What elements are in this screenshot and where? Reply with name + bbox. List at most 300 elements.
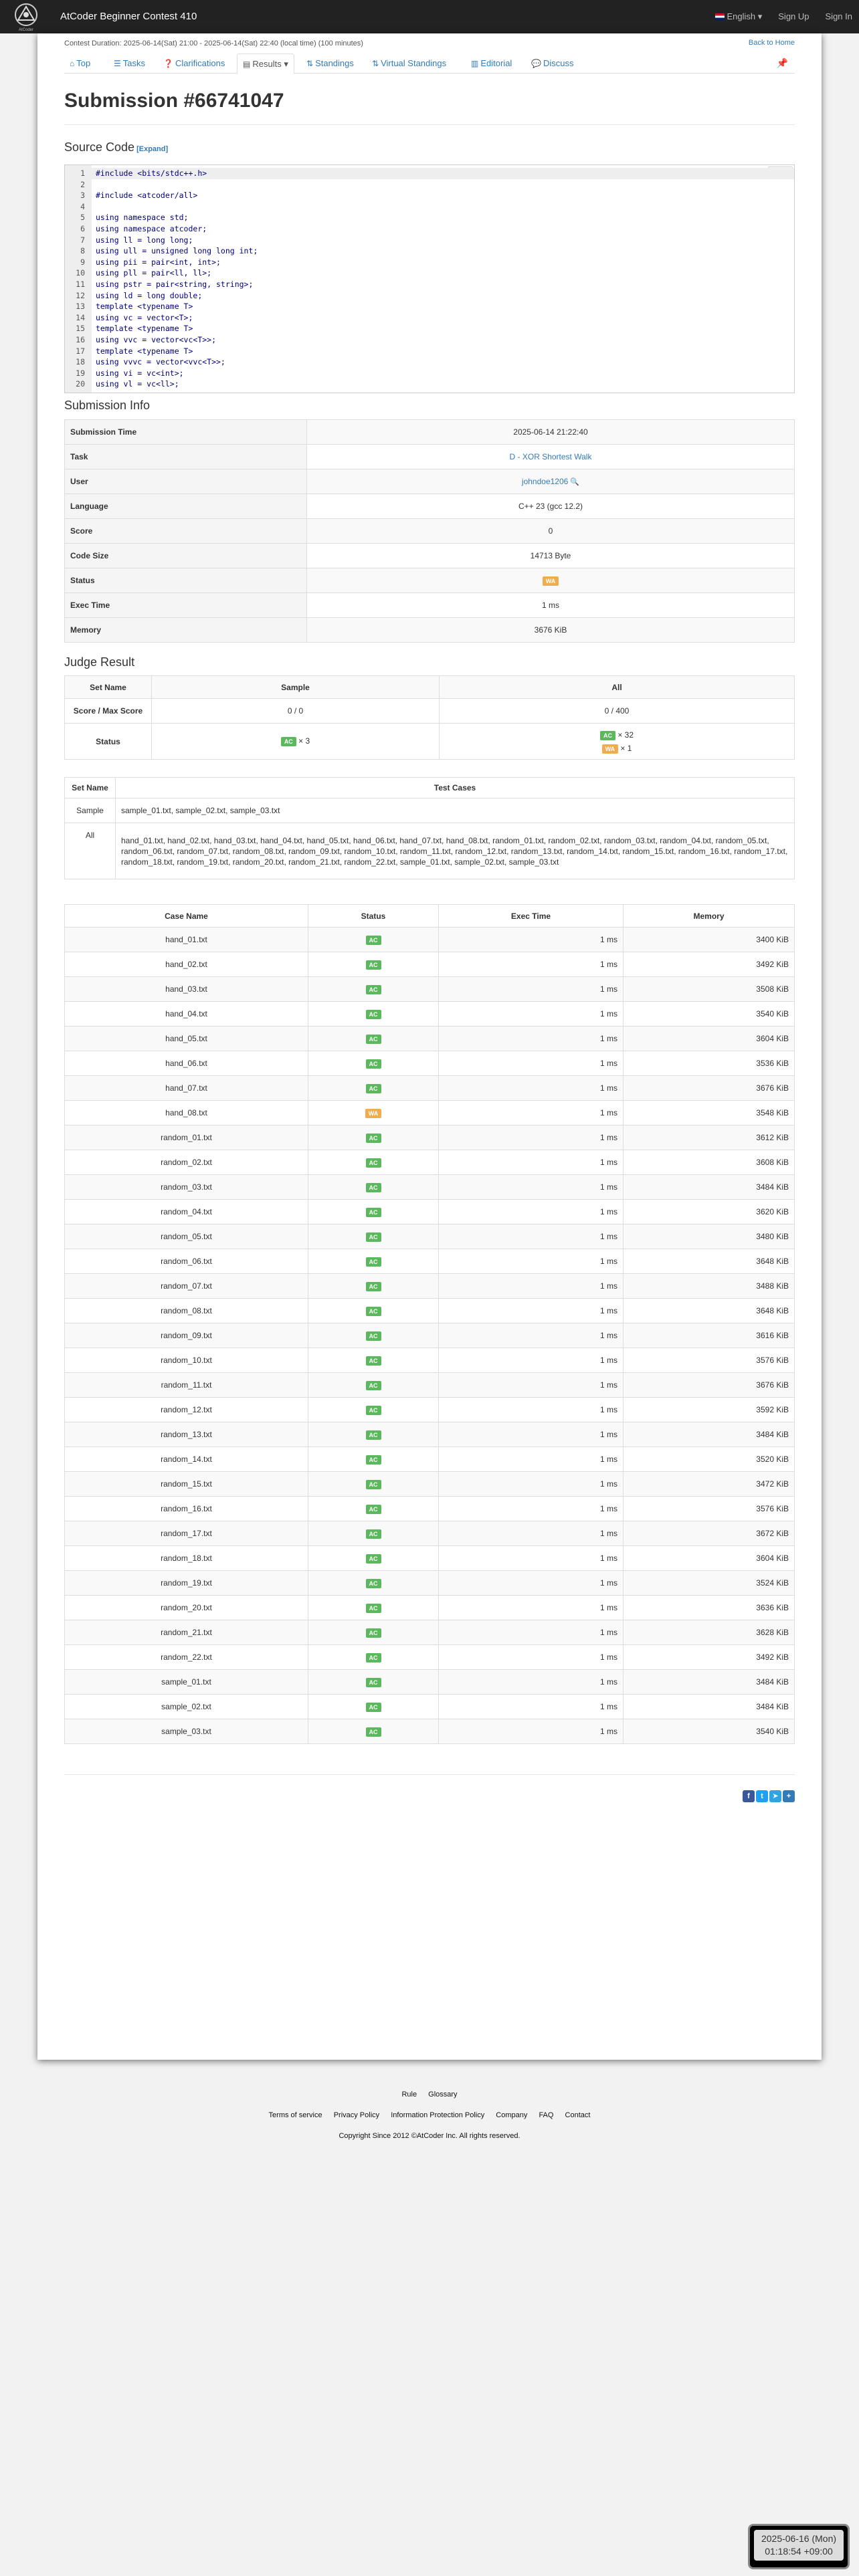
status-badge: AC [366,1232,381,1242]
table-row [65,1125,795,1150]
info-link[interactable]: D - XOR Shortest Walk [509,452,592,461]
status-badge: AC [366,1529,381,1539]
code-text: using pll = pair<ll, ll>; [96,268,212,278]
footer-company-link[interactable]: Company [496,2111,528,2119]
info-value: 3676 KiB [534,625,567,635]
status-badge: AC [366,960,381,970]
case-exec-time: 1 ms [439,1200,624,1224]
code-line [65,245,794,257]
table-row [65,1447,795,1472]
case-memory: 3604 KiB [624,1546,795,1571]
footer-faq-link[interactable]: FAQ [539,2111,554,2119]
share-plus-icon[interactable]: + [783,1790,795,1802]
tab-discuss[interactable]: 💬 Discuss [531,58,574,68]
info-row [65,544,795,568]
case-name: random_11.txt [65,1373,308,1398]
info-row [65,445,795,469]
table-row [65,1645,795,1670]
case-status-cell [308,1596,439,1620]
judge-col-sample: Sample [152,676,440,699]
status-badge: AC [366,1480,381,1489]
sign-up-link[interactable]: Sign Up [778,11,809,21]
table-row [65,1200,795,1224]
case-memory: 3628 KiB [624,1620,795,1645]
footer-glossary-link[interactable]: Glossary [428,2090,458,2099]
table-row [65,1571,795,1596]
submission-info-heading: Submission Info [64,399,151,412]
line-number: 17 [76,346,85,356]
case-status-cell [308,1398,439,1422]
case-status-cell [308,1299,439,1323]
twitter-icon[interactable]: t [756,1790,768,1802]
case-status-cell [308,952,439,977]
home-icon: ⌂ [70,59,75,68]
case-name: sample_02.txt [65,1695,308,1719]
line-number: 1 [80,169,85,178]
case-name: hand_02.txt [65,952,308,977]
case-memory: 3540 KiB [624,1002,795,1027]
case-memory: 3520 KiB [624,1447,795,1472]
status-badge: AC [366,1727,381,1737]
code-text: template <typename T> [96,302,193,312]
table-row [65,1695,795,1719]
code-line [65,279,794,290]
case-status-cell [308,1373,439,1398]
case-exec-time: 1 ms [439,1274,624,1299]
code-line [65,267,794,279]
sort-icon: ⇅ [372,59,379,68]
case-memory: 3676 KiB [624,1076,795,1101]
code-text: using ll = long long; [96,235,193,245]
table-row [65,1348,795,1373]
case-memory: 3488 KiB [624,1274,795,1299]
code-text: using vvvc = vector<vvc<T>>; [96,357,225,367]
ac-badge: AC [600,731,615,740]
case-status-cell [308,1447,439,1472]
table-row [65,1002,795,1027]
status-badge: AC [366,1134,381,1143]
pin-icon[interactable]: 📌 [776,58,788,68]
info-value-cell [307,519,795,544]
case-status-cell [308,1719,439,1744]
table-row [65,1546,795,1571]
code-text: #include <bits/stdc++.h> [96,169,207,178]
ac-count: × 32 [617,730,634,740]
status-badge: AC [366,1678,381,1687]
divider [64,1774,795,1775]
set-name: All [65,823,116,879]
case-exec-time: 1 ms [439,1175,624,1200]
case-memory: 3592 KiB [624,1398,795,1422]
info-value: 14713 Byte [530,551,571,560]
case-status-cell [308,1274,439,1299]
table-row [65,1051,795,1076]
case-status-cell [308,1175,439,1200]
info-key: Memory [65,618,307,643]
tab-virtual-standings[interactable]: ⇅ Virtual Standings [372,58,447,68]
case-status-cell [308,1224,439,1249]
case-status-cell [308,1150,439,1175]
case-exec-time: 1 ms [439,1101,624,1125]
status-label: Status [65,724,152,760]
case-memory: 3636 KiB [624,1596,795,1620]
case-exec-time: 1 ms [439,1719,624,1744]
case-name: random_17.txt [65,1521,308,1546]
case-memory: 3484 KiB [624,1670,795,1695]
table-row [65,1719,795,1744]
code-line [65,323,794,334]
table-row [65,1670,795,1695]
case-name: random_07.txt [65,1274,308,1299]
facebook-icon[interactable]: f [743,1790,755,1802]
footer-rule-link[interactable]: Rule [401,2090,417,2099]
line-number: 11 [76,280,85,289]
code-text: using namespace std; [96,213,189,223]
case-exec-time: 1 ms [439,1373,624,1398]
table-row [65,1027,795,1051]
set-name: Sample [65,798,116,823]
status-badge: AC [366,1628,381,1638]
case-exec-time: 1 ms [439,1645,624,1670]
tab-standings[interactable]: ⇅ Standings [306,58,354,68]
case-name: sample_01.txt [65,1670,308,1695]
line-number: 19 [76,368,85,378]
code-line [65,379,794,390]
clock-face [754,2530,844,2561]
book-icon: ▥ [471,59,479,68]
case-memory: 3604 KiB [624,1027,795,1051]
info-value-cell [307,445,795,469]
status-badge: AC [366,1505,381,1514]
case-memory: 3508 KiB [624,977,795,1002]
case-exec-time: 1 ms [439,1224,624,1249]
info-link[interactable]: johndoe1206 [521,477,569,486]
status-badge: AC [366,1331,381,1341]
tab-editorial[interactable]: ▥ Editorial [471,58,512,68]
case-memory: 3608 KiB [624,1150,795,1175]
status-badge: AC [366,1035,381,1044]
code-text: using pstr = pair<string, string>; [96,280,254,289]
case-memory: 3548 KiB [624,1101,795,1125]
clock-widget [748,2524,850,2569]
status-badge: AC [366,1554,381,1564]
submission-info-table [64,419,795,643]
case-status-cell [308,1323,439,1348]
code-line [65,168,794,179]
judge-result-heading: Judge Result [64,655,135,669]
status-badge: AC [366,1208,381,1217]
table-row [65,1521,795,1546]
table-row [65,928,795,952]
code-text: using namespace atcoder; [96,224,207,233]
info-row [65,568,795,593]
case-name: random_13.txt [65,1422,308,1447]
case-exec-time: 1 ms [439,1620,624,1645]
line-number: 13 [76,302,85,312]
status-badge: AC [366,936,381,945]
code-line [65,201,794,213]
case-exec-time: 1 ms [439,1571,624,1596]
tab-clarifications[interactable]: ❓ Clarifications [163,58,225,68]
info-row [65,469,795,494]
case-memory: 3536 KiB [624,1051,795,1076]
case-memory: 3492 KiB [624,1645,795,1670]
status-badge: WA [365,1109,382,1118]
cases-col-status: Status [308,905,439,928]
table-row [65,1497,795,1521]
case-status-cell [308,1645,439,1670]
case-name: random_06.txt [65,1249,308,1274]
status-badge: AC [366,1010,381,1019]
case-name: random_20.txt [65,1596,308,1620]
case-status-cell [308,1200,439,1224]
sort-icon: ⇅ [306,59,314,68]
tab-tasks[interactable]: ☰ Tasks [114,58,145,68]
case-exec-time: 1 ms [439,1398,624,1422]
table-row [65,1175,795,1200]
info-row [65,494,795,519]
sets-col-test-cases: Test Cases [116,778,795,798]
case-status-cell [308,928,439,952]
code-line [65,212,794,223]
code-text: using pii = pair<int, int>; [96,257,221,267]
case-status-cell [308,1125,439,1150]
case-name: hand_03.txt [65,977,308,1002]
case-exec-time: 1 ms [439,928,624,952]
case-name: random_02.txt [65,1150,308,1175]
info-value-cell [307,618,795,643]
line-number: 18 [76,357,85,367]
case-status-cell [308,1076,439,1101]
cases-col-case-name: Case Name [65,905,308,928]
case-exec-time: 1 ms [439,1323,624,1348]
info-value-cell [307,469,795,494]
case-name: random_12.txt [65,1398,308,1422]
info-value-cell [307,568,795,593]
status-badge: AC [366,1406,381,1415]
code-line [65,235,794,246]
info-key: Submission Time [65,420,307,445]
contest-duration: Contest Duration: 2025-06-14(Sat) 21:00 - 2025-06-14(Sat) 22:40 (local time) (100 minutes) [64,39,363,47]
source-code-heading: Source Code [Expand] [64,140,169,154]
code-text: using ld = long double; [96,290,203,300]
back-to-home-link[interactable]: Back to Home [748,39,795,47]
case-memory: 3484 KiB [624,1175,795,1200]
case-status-cell [308,1002,439,1027]
code-line [65,223,794,235]
page-title: Submission #66741047 [64,90,284,112]
set-cases: hand_01.txt, hand_02.txt, hand_03.txt, hand_04.txt, hand_05.txt, hand_06.txt, hand_07.txt, hand_08.txt, random_01.txt, random_02.txt, random_03.txt, random_04.txt, random_05.txt, random_06.txt, random_07.txt, random_08.txt, random_09.txt, random_10.txt, random_11.txt, random_12.txt, random_13.txt, random_14.txt, random_15.txt, random_16.txt, random_17.txt, random_18.txt, random_19.txt, random_20.txt, random_21.txt, random_22.txt, sample_01.txt, sample_02.txt, sample_03.txt [116,823,795,879]
code-text: using vl = vc<ll>; [96,379,179,389]
cases-col-exec-time: Exec Time [439,905,624,928]
case-exec-time: 1 ms [439,1125,624,1150]
case-exec-time: 1 ms [439,1299,624,1323]
contest-title[interactable]: AtCoder Beginner Contest 410 [60,11,197,22]
case-name: hand_06.txt [65,1051,308,1076]
search-icon[interactable]: 🔍 [568,478,580,486]
status-badge: AC [366,1257,381,1267]
footer-links-primary [0,2090,859,2099]
expand-link[interactable]: [Expand] [136,145,169,153]
status-badge: AC [366,1703,381,1712]
case-memory: 3484 KiB [624,1422,795,1447]
status-badge: AC [366,1307,381,1316]
case-memory: 3524 KiB [624,1571,795,1596]
case-name: sample_03.txt [65,1719,308,1744]
case-status-cell [308,1051,439,1076]
table-row [65,1150,795,1175]
case-exec-time: 1 ms [439,1150,624,1175]
case-memory: 3492 KiB [624,952,795,977]
case-exec-time: 1 ms [439,1472,624,1497]
table-row [65,1398,795,1422]
case-name: hand_08.txt [65,1101,308,1125]
status-badge: AC [366,985,381,994]
case-status-cell [308,1620,439,1645]
case-exec-time: 1 ms [439,1027,624,1051]
score-label: Score / Max Score [65,699,152,724]
footer-privacy-link[interactable]: Privacy Policy [333,2111,380,2119]
list-icon: ☰ [114,59,121,68]
table-row [65,1249,795,1274]
line-number: 14 [76,312,85,322]
sample-status [152,724,440,760]
case-memory: 3612 KiB [624,1125,795,1150]
footer-info-protection-link[interactable]: Information Protection Policy [391,2111,485,2119]
line-number: 16 [76,335,85,344]
code-text: template <typename T> [96,324,193,334]
line-number: 5 [80,213,85,223]
language-selector[interactable]: English ▾ [715,11,762,22]
sets-col-set-name: Set Name [65,778,116,798]
table-row [65,1076,795,1101]
clock-date: 2025-06-16 (Mon) [761,2533,837,2544]
table-row [65,1472,795,1497]
case-memory: 3484 KiB [624,1695,795,1719]
line-number: 8 [80,246,85,256]
status-badge: AC [366,1455,381,1465]
table-row [65,1299,795,1323]
results-icon: ▤ [243,60,251,69]
info-value: 1 ms [541,601,559,610]
case-memory: 3620 KiB [624,1200,795,1224]
atcoder-logo[interactable] [7,1,45,32]
case-exec-time: 1 ms [439,952,624,977]
info-key: Exec Time [65,593,307,618]
case-name: random_18.txt [65,1546,308,1571]
sign-in-link[interactable]: Sign In [825,11,852,21]
case-status-cell [308,1695,439,1719]
line-number: 20 [76,379,85,389]
line-number: 4 [80,201,85,211]
case-status-cell [308,1472,439,1497]
question-icon: ❓ [163,59,173,68]
test-cases-table [64,904,795,1744]
case-memory: 3540 KiB [624,1719,795,1744]
code-line [65,257,794,268]
status-badge: AC [366,1579,381,1588]
info-key: Task [65,445,307,469]
tab-top[interactable]: ⌂ Top [70,58,91,68]
code-line [65,356,794,368]
case-exec-time: 1 ms [439,1447,624,1472]
info-row [65,593,795,618]
case-name: hand_01.txt [65,928,308,952]
case-exec-time: 1 ms [439,1422,624,1447]
table-row [65,977,795,1002]
case-memory: 3480 KiB [624,1224,795,1249]
status-badge: AC [366,1381,381,1390]
info-row [65,618,795,643]
contest-tabs [64,53,795,74]
info-value-cell [307,494,795,519]
case-memory: 3672 KiB [624,1521,795,1546]
footer-terms-link[interactable]: Terms of service [268,2111,322,2119]
case-status-cell [308,1670,439,1695]
table-row [65,1274,795,1299]
line-number: 2 [80,179,85,189]
table-row [65,1323,795,1348]
case-name: hand_04.txt [65,1002,308,1027]
code-line [65,290,794,302]
judge-col-set-name: Set Name [65,676,152,699]
wa-count: × 1 [620,743,632,753]
footer-links-secondary [0,2111,859,2119]
telegram-icon[interactable]: ➤ [769,1790,781,1802]
divider [64,124,795,125]
footer-contact-link[interactable]: Contact [565,2111,591,2119]
flag-uk-icon [715,13,725,20]
ac-badge: AC [281,737,296,746]
status-badge: AC [366,1653,381,1662]
code-line [65,312,794,324]
case-status-cell [308,977,439,1002]
judge-col-all: All [440,676,795,699]
info-key: Code Size [65,544,307,568]
case-status-cell [308,1546,439,1571]
info-row [65,519,795,544]
case-name: random_22.txt [65,1645,308,1670]
table-row [65,1101,795,1125]
case-status-cell [308,1497,439,1521]
status-badge: AC [366,1430,381,1440]
ac-count: × 3 [298,736,310,746]
test-sets-table [64,777,795,879]
code-text: #include <atcoder/all> [96,191,198,201]
code-line [65,346,794,357]
status-badge: AC [366,1183,381,1192]
case-exec-time: 1 ms [439,1051,624,1076]
case-exec-time: 1 ms [439,977,624,1002]
source-code-block[interactable] [64,165,795,393]
case-name: random_04.txt [65,1200,308,1224]
case-status-cell [308,1348,439,1373]
case-name: random_14.txt [65,1447,308,1472]
top-navbar [0,0,859,33]
tab-results[interactable]: ▤ Results ▾ [237,53,294,74]
share-buttons [743,1790,795,1802]
main-container [37,33,822,2060]
case-memory: 3472 KiB [624,1472,795,1497]
line-number: 3 [80,191,85,201]
line-number: 12 [76,290,85,300]
case-name: random_03.txt [65,1175,308,1200]
case-status-cell [308,1249,439,1274]
code-text: template <typename T> [96,346,193,356]
sample-score: 0 / 0 [152,699,440,724]
all-status [440,724,795,760]
top-nav [715,11,852,22]
